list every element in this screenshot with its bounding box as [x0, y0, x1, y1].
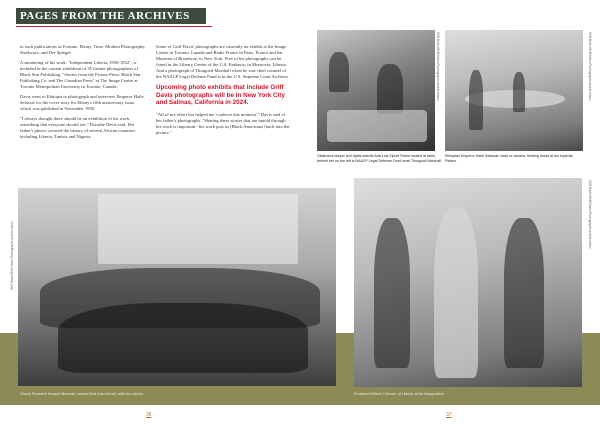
middle-text-column — [156, 44, 290, 140]
paragraph: "All of my effort has helped me 'coalesce this moment'," Davis said of her father's photographs. "Sharing these stories that are untold through his work is important - his work puts us [Black Americans] back into the picture." — [156, 111, 290, 135]
figure — [329, 52, 349, 92]
paragraph: A smattering of his work, "Independent Liberia, 1950-1952", is included in the current exhibition of 35 former photographers of Black Star Publishing. "Stories from the Picture Press: Black Star Publishing Co. and The Canadian Press" at The Image Centre at Toronto Metropolitan University in Toronto, Canada. — [20, 60, 141, 89]
photo-tubman — [354, 178, 582, 387]
figure — [504, 218, 544, 368]
group — [58, 303, 308, 373]
photo-caption-ghana: Ghana President Kwame Nkrumah, seated third from the left, with his cabinet. — [20, 392, 144, 396]
figure — [434, 208, 478, 378]
photo-caption-marshall: Oklahoma lawyer civil rights activist Ada Lois Sipuel Fisher seated at table, behind her on the left is NAACP Legal Defense Fund head Thurgood Marshall. — [317, 154, 442, 163]
building — [98, 194, 298, 264]
figure — [513, 72, 525, 112]
page-number-right: 37 — [446, 412, 452, 418]
photo-ghana-cabinet — [18, 188, 336, 386]
paper-stack — [327, 110, 427, 142]
header-rule — [16, 26, 212, 27]
photo-credit: Griff Davis/Griff Davis Photographs and Archives — [10, 221, 14, 290]
figure — [374, 218, 410, 368]
paragraph: in such publications as Fortune, Ebony, Time, Modern Photography, Steelways, and Der Spiegel. — [20, 44, 146, 55]
paragraph: Some of Griff Davis' photographs are currently on exhibit at the Image Centre in Toronto, Canada and Radio France in Paris, France and the Museum of Broadway, in New York. Five of his photographs can be found in the Library Center of the U.S. Embassy, in Monrovia, Liberia. And a photograph of Thurgood Marshall when he was chief counsel of the NAACP Legal Defense Fund is in the U.S. Supreme Court Archives. — [156, 44, 290, 79]
photo-caption-selassie: Ethiopian Emperor Haile Selassie, back to camera, feeding ducks at his imperial Palace. — [445, 154, 573, 163]
paragraph: Davis went to Ethiopia to photograph and interview Emperor Haile Selassie for the cover story for Ebony's fifth anniversary issue, which was published in November 1950. — [20, 94, 144, 111]
photo-credit: Griff Davis/Griff Davis Photographs and Archives — [436, 32, 440, 101]
pull-quote: Upcoming photo exhibits that include Griff Davis photographs will be in New York City and Salinas, California in 2024. — [156, 84, 285, 106]
photo-credit: Griff Davis/Griff Davis Photographs and Archives — [588, 32, 592, 101]
paragraph: "I always thought there should be an exhibition of his work, something that everyone should see," Dorothe Davis said. Her father's photos covered the history of several African countries including Liberia, Tunisia and Nigeria. — [20, 116, 136, 139]
left-text-column — [20, 44, 146, 144]
page-number-left: 36 — [146, 412, 152, 418]
photo-caption-tubman: President William Tubman, of Liberia, at his inauguration. — [354, 392, 445, 396]
photo-credit: Griff Davis/Griff Davis Photographs and Archives — [588, 180, 592, 249]
section-title: PAGES FROM THE ARCHIVES — [20, 10, 190, 22]
figure — [377, 64, 403, 114]
photo-selassie — [445, 30, 583, 151]
photo-marshall — [317, 30, 435, 151]
figure — [469, 70, 483, 130]
